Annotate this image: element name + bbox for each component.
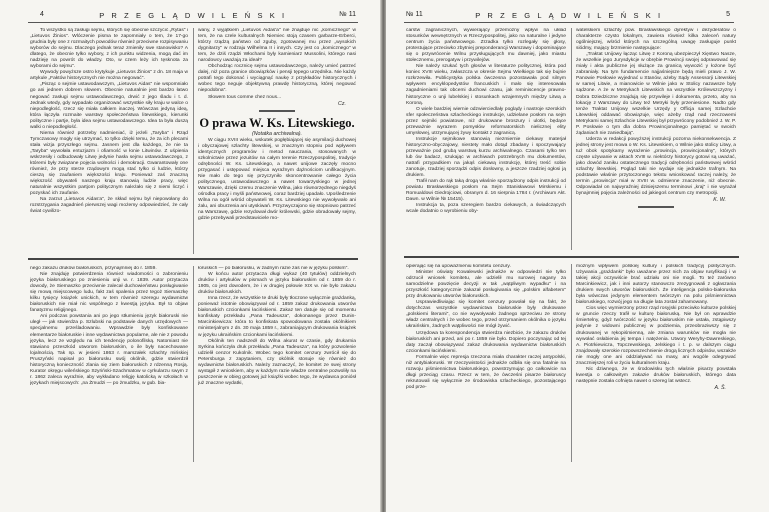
paragraph: carstw zagranicznych, wywierający przemożny wpływ na układ stosunków wewnętrznych w Rzeczypospolitej, jako na naturalne i jedyne centrum życia państwowego. Zrzadka tylko rozlegały się głosy, protestujące przeciwko zbytniej preponderancji Warszawy i dopominające się o przywrócenie Wilnu przysługujących mu dawniej, jako miastu stołecznemu, prerogatyw i przywilejów. <box>406 28 566 64</box>
paragraph: Nie znajduję potwierdzenia również wiadomości o zabronieniu języka białoruskiego po zniesieniu unji w. r. 1839. Autor przytacza dowody, że Siemaszko przeciwnie zalecał duchowieństwu posługiwanie się mową miejscowego ludu, fakt zaś spalenia przez tegoż Siemaszkę kilku tysięcy książek unickich, w tem również szeregu wydawnictw białoruskich nie miał nic wspólnego z kwestją języka. Był to objaw fanatyzmu religijnego. <box>30 272 188 314</box>
paragraph: Formalnie więc represja rzeczona miała charakter raczej antypolski, niż antybiałoruski. W rzeczywistości jednakże odbiła się ona fatalnie na rozwoju piśmiennictwa białoruskiego, powstrzymując go całkowicie na długi przeciąg czasu. Rzecz w tem, że ówcześni pisarze białoruscy rekrutowali się wyłącznie ze środowiska szlacheckiego, pozostającego pod prze- <box>406 354 566 390</box>
left-page <box>0 0 383 512</box>
column-right-bottom <box>576 264 736 462</box>
paragraph: opierając się na upoważnieniu komitetu cenzury. <box>406 264 511 269</box>
paragraph: Uderza w redakcji powyższej instrukcji pozorna niekonsekwencja. Z jednej strony jest mowa o W. Ks. Litewskiem, o Wilnie jako stolicy Litwy, a tuż obok spotykamy wyrażenie „prowincja, prowincjonalny", których częste używanie w aktach XVIII w. niektórzy historycy gotowi są uważać, jako dowód zaniku ostatecznego tradycji odrębności państwowej wśród szlachty litewskiej. Pogląd taki nie wydaje się jednakże trafnym. Na podstawie właśnie przytoczonego tekstu wnioskować raczej należy, że termin „prowincja" miał w XVIII w. odmienne znaczenie, niż obecnie. Odpowiadał on najwyraźniej dzisiejszemu terminowi „kraj" i nie wyrażał bynajmniej pojęcia zależności od jakiegoś centrum czy metropolji. <box>576 136 736 197</box>
issue-number: № 11 <box>339 11 356 18</box>
column-divider <box>571 264 572 462</box>
paragraph: Trafił nam do rąk taką drogą właśnie sporządzony odpis instrukcji od powiatu Brasławskiego posłom na Sejm Stanisławowi Mirskiemu i Romualdowi Giedrojciowi, obranym d. 16 sierpnia 1784 r. (Archiwum Akt. Dawn. w Wilnie № 15415). <box>406 179 566 203</box>
paragraph: Wywody powyższe ostro krytykuje „Lietuvos Žinios" z dn. 18 maja w artykule „Faktów historycznych nie można negować". <box>30 70 188 82</box>
paragraph: Obchodząc rocznicę sejmu ustawodawczego, należy umieć patrzeć dalej, niż poza granice obowiązków i pensji tępego urzędnika. Nie każdy potrafi tego dokonać i wyciągnąć naukę z przykładów historycznych i wobec tego neguje objektywną prawdę historyczną, której negować niepodobna". <box>198 64 356 94</box>
signature: A. Š. <box>714 384 726 391</box>
signature: K. W. <box>713 197 726 204</box>
paragraph: Instrukcje sejmikowe stanowią niezmiernie ciekawy materjał historyczno-obyczajowy, niestety mało dotąd zbadany i spoczywający przeważnie pod grubą warstwą kurzu archiwalnego. Czasami tylko ten lub ów badacz, szukając w archiwach potrzebnych mu dokumentów, natrafi przypadkiem na jakąś ciekawą instrukcję, której treść sobie zanotuje, rzadziej sporządzi odpis dosłowny, a jeszcze rzadziej ogłosi ją drukiem. <box>406 136 566 179</box>
issue-number: № 11 <box>406 11 423 18</box>
section-rule <box>404 256 739 258</box>
running-title: P R Z E G L Ą D W I L E Ń S K I <box>475 11 663 20</box>
running-title: P R Z E G L Ą D W I L E Ń S K I <box>99 11 287 20</box>
article-title: O prawa W. Ks. Litewskiego. <box>199 115 355 130</box>
page-number: 4 <box>40 11 44 18</box>
paragraph: Nie należy szukać tych głosów w literaturze politycznej, która pod koniec XVIII wieku, zwłaszcza w okresie Sejmu Wielkiego tak się bujnie rozkrzewiła. Publicystyka polska ówczesna pozostawała pod silnym wpływem encyklopedystów francuskich i mało się interesowała zagadnieniami tak obcemi duchowi czasu, jak reminiscencje prawno-historyczne o unji lubelskiej i stosunkach wzajemnych między Litwą a Koroną. <box>406 64 566 106</box>
paragraph: Minister oświaty Kowalewski jednakże w odpowiedzi nie tylko odrzucił wniosek komitetu, ale udzielił mu surowej nagany za samodzielne powzięcie decyzji w tak „wątpliwym wypadku" i na przyszłość kategorycznie zakazał posługiwania się „polskim alfabetem" przy drukowaniu utworów białoruskich. <box>406 270 566 300</box>
header-rule <box>404 22 734 23</box>
paragraph: Urzędowa ta korespondencja stwierdza niezbicie, że zakazu druków białoruskich ani przed, ani po r. 1859 nie było. Dopiero poczynając od tej daty zaczął obowiązywać zakaz drukowania wydawnictw białoruskich czcionkami łacińskiemi. <box>406 330 566 354</box>
column-left-bottom <box>30 266 188 462</box>
paragraph: O wiele bardziej wiernie odzwierciedlały poglądy i nastroje szerokich sfer społeczeństwa szlacheckiego instrukcje, udzielane posłom na sejm przez sejmiki powiatowe, niż drukowane broszury i ulotki, będące przeważnie wyrazem pomysłów reformatorskich nielicznej elity umysłowej, utrzymującej żywy kontakt z zagranicą. <box>406 106 566 136</box>
paragraph: wany, z wyjątkiem „Lietuvos Aidas'a" nie znajduje nic „komicznego" w tem, że na czele kulturalnych Niemiec stoją czasem garbarze-Erberci, którzy rządzą państwo od zguby, zgotowanej mu przez „wysokich dygnitarzy" w rodzaju Wilhelma II i innych. Czy jest co „komicznego" w tem, że dziś rządzi Włochami były kamieniarz Mussolini, którego nasi narodowcy uważają za ideał? <box>198 28 356 64</box>
paragraph: łoruskich — po białorusku, w żadnym razie zaś nie w języku polskim". <box>198 266 349 271</box>
paragraph: nego zakazu druków białoruskich, przynajmniej do r. 1859. <box>30 266 157 271</box>
paragraph: W ciągu XVIII wieku, wskutek pogłębiającej się asymilacji duchowej i obyczajowej szlachty litewskiej, w znacznym stopniu pod wpływem identycznych programów i metod nauczania, stosowanych w szkolnictwie przez jezuitów na całym terenie Rzeczypospolitej, tradycje odrębności W. Ks. Litewskiego, a nawet unijowe zaczęły mocno przygasać i ustępować miejsca wyraźnym dążnościom unifikacyjnym. Nie mało do tego się przyczyniło skoncentrowanie całego życia politycznego, ustawodawczego a nawet towarzyskiego w jednej Warszawie, dzięki czemu znaczenie Wilna, jako równorzędnego niegdyś ośrodka pracy i myśli państwowej, coraz bardziej upadało. Upośledzenie Wilna na ogół wśród obywateli W. Ks. Litewskiego nie wywoływało ani żalu, ani oburzenia ani utyskiwań. Przyzwyczajono się stopniowo patrzeć na Warszawę, gdzie rezydował dwór królewski, gdzie obradowały sejmy, gdzie przebywali przedstawiciele mo- <box>198 137 356 222</box>
paragraph: Cios więc wymierzony przez rząd rosyjski przeciwko kulturze polskiej w gruncie rzeczy trafił w kulturę białoruską. Nie był on wprawdzie śmiertelny, gdyż twórczość w języku białoruskim nie ustała, zstąpiwszy jedynie z widowni publicznej w podziemia, przeobraziwszy się z drukowanej w rękopiśmienną, ale zmiana warunków nie mogła nie wywołać osłabienia jej tempa i natężenia. Utwory Weryhy-Dawreskiego, A. Piotrkiewicza, Topczewskiego, Jelskiego i t. p. w dalszym ciągu znajdowały szerokie rozpowszechnienie drogą licznych odpisów, wszakże nie mogły one ani oddziaływać na masy, ani wogóle odegrywać znaczniejszej roli w życiu kulturalnem kraju. <box>576 306 736 366</box>
paragraph: „Pisząc o sejmie ustawodawczym, „Lietuvos Aidas" nie wspomniało go ani jednem dobrem słowem. Obecnie naturalnie jest bardzo łatwo negować zasługi sejmu ustawodawczego, drwić z jego śladu i t. d. Jednak wtedy, gdy wypadało organizować wszystkie siły kraju w walce o niepodległość, rzecz się miała całkiem inaczej. Wówczas jedyną ideą, która łączyła rozmaite warstwy społeczeństwa litewskiego, kierunki polityczne i partje, była idea sejmu ustawodawczego. Idea ta była duszą walki o niepodległość. <box>30 82 188 130</box>
header-rule <box>28 22 358 23</box>
paragraph: Usprawiedliwiając się komitet cenzury powołał się na fakt, że dotychczas wszystkie wydawnictwa białoruskie były drukowane „polskiemi literami", co nie wywoływało żadnego sprzeciwu ze strony władz centralnych i że wobec tego, przed otrzymaniem okólnika o języku ukraińskim, żadnych wątpliwości nie mógł żywić. <box>406 300 566 330</box>
paragraph: możnym wpływem polskiej kultury i polskich tradycyj politycznych. Używania „grażdanki" było uważane przez nich za objaw rusyfikacji i w takiej akcji oczywiście brać udziału oni nie mogli. To też zarówno Marcinkiewicz, jak i inni autorzy stanowczo zrezygnowali z ogłaszania drukiem swych utworów białoruskich. Że inteligencja polsko-białoruska była wówczas jedynym elementem twórczym na polu piśmiennictwa białoruskiego, rozwój jego na długie lata został zahamowany. <box>576 264 736 306</box>
column-right-top <box>576 28 736 250</box>
column-right-bottom <box>198 266 356 462</box>
page-number: 5 <box>726 11 730 18</box>
column-divider <box>193 266 194 462</box>
paragraph: W końcu autor przytacza długi wykaz (40 tytułów) oddzielnych druków i artykułów w pismach w języku białoruskim od r. 1859 do r. 1905, co jest dowodem, że i w drugiej połowie XIX w. nie było zakazu druków białoruskich. <box>198 272 356 296</box>
column-left-bottom <box>406 264 566 462</box>
separator-rule <box>638 206 674 208</box>
signature: Cz. <box>338 100 346 107</box>
paragraph: Słowem tous comme chez nous... <box>208 94 282 100</box>
column-divider <box>571 28 572 250</box>
article-subtitle: (Notatka archiwalna). <box>251 130 303 137</box>
column-left-top <box>406 28 566 250</box>
column-left-top <box>30 28 188 254</box>
paragraph: „Traktat Unijowy łącząc Litwę z Koroną ubezpieczył Xięstwo Nasze, że wszelkie jego Jurysdykcje w obrębie Prowincji swojej odprawować się miały i akta publiczne jej służące za granicą wywozić y łożone być zabraniały. Na tym fundamencie najjaśniejsze będą mieli prawo J. W. Panowie Posłowie wyjednać u Stanów, ażeby Sądy Assessorji Litewskiej w samej Litwie, a mianowicie w Wilnie jako w Stolicy nazawsze były sądzone. A że w Metrykach Litewskich na wszystkie Królewszczyzny i Dobra Dziedziczne znajdują się przywileje i dokumenta, przeto, aby na lokację z Warszawy do Litwy też Metryki były przeniesione. Nadto gdy tenże Traktat Unijowy wszelkie Urzędy y Officja samej Szlachcie Litewskiej oddawać obowiązuje, więc ażeby rząd nad rzeczowemi Metrykami samej Szlachcie Litewskiej był przywrócony podobnież J. W. P. P. Posłowie o tym dla dobra Prowincjonalnego pamiętać w swoich żądaniach nie zaniedbają". <box>576 52 736 136</box>
right-page <box>386 0 769 512</box>
paragraph: Na zarzut „Lietuvos Aidas'a", że skład sejmu był niepowołany do rozstrzygania zagadnień pierwszej wagi możemy odpowiedzieć, że cały świat cywilizo- <box>30 197 188 215</box>
paragraph: To wszystko są zasługi sejmu, których się obecnie szczycić „Rytas" i „Lietuvos Žinios". Wlóczenie pisma te zapomniały o tem, że 17-go grudnia były one z rozmaitych powodów również przeciwne rozpisywaniu wyborów do sejmu. Dlaczego jednak teraz zmieniły swe stanowisko? A dlatego, że obecnie tylko wybory, z ich punktu widzenia, mogą dać im nadzieję na powrót do władzy. Oto, w czem leży ich tęsknota za wyborami do sejmu". <box>30 28 188 70</box>
paragraph: Instrukcja ta, poza szeregiem bardzo ciekawych, a świadczących wcale dodatnio o wyrobieniu oby- <box>406 203 566 215</box>
paragraph: Ani podczas powstania ani po jego stłumieniu język białoruski nie uległ — jak stwierdza p. Szlubski na podstawie danych urzędowych — specjalnemu prześladowaniu. Wprawdzie były konfiskowane elementarze białoruskie i inne wydawnictwa popularne, ale nie z powodu języka, lecz ze względu na ich tendencję polonofilską. Natomiast nie stawiano przeszkód utworom białoruskim, o ile były nacechowane lojalnością. Tak np. w jesieni 1863 r. marszałek szlachty mińskiej Pruszyński napisał po białorusku swój okólnik, gdzie stwierdził historyczną konieczność zlania się ziem białoruskich z rdzenną Rosją. Kurator okręgu wileńskiego Szyriński-Szachmatow w cyrkularzu swym z r. 1862 zaleca wyraźnie, aby wykładano religję katolicką w szkołach w językach miejscowych: „na Żmudzi — po żmudzku, w gub. bia- <box>30 314 188 386</box>
paragraph: Inna rzecz, że wszystkie te druki były tłoczone wyłącznie grażdanką, ponieważ istotnie obowiązywał od r. 1859 zakaz drukowania utworów białoruskich czcionkami łacińskiemi. Zakaz ten datuje się od momentu konfiskaty przekładu „Pana Tadeusza", dokonanego przez Dunin-Marcinkiewicza: która to konfiskata spowodowana została okólnikiem ministerjalnym z dn. 30 maja 1859 r., zabraniającym drukowania książek w języku ukraińskim czcionkami łacińskiemi. <box>198 296 356 338</box>
paragraph: Nic dziwnego, że w środowisku tych właśnie pisarzy powstała kwestja o całkowitym zakazie druków białoruskich, którego data następnie została cofnięta nawet o szereg lat wstecz. <box>576 366 736 384</box>
paragraph: Niema również potrzeby nadmieniać, iż jeżeli „Taryba" i Rząd Tymczasowy mogły się utrzymać, to tylko dzięki temu, że za ich plecami stała wizja przyszłego sejmu. Jasnem jest dla każdego, że nie ta „Taryba" wywołała entuzjazm i ofiarność w łonie Litwinów. Z uśpienia wskrzesiły i odbudowały Litwę jedynie hasła sejmu ustawodawczego, z któremi były związane pojęcia wolności i demokracji. Gwarantowały one również, że przy sterze rządowym mogą stać tylko ci ludzie, którzy cieszą się zaufaniem większości kraju. Ponieważ zaś znaczną większość obywateli naszego kraju stanowią ludzie pracy, więc naturalnie wszystkim partjom politycznym należało się z niemi liczyć i pozyskać ich zaufanie. <box>30 130 188 197</box>
column-right-top <box>198 28 356 254</box>
column-divider <box>193 28 194 254</box>
section-rule <box>28 258 358 260</box>
paragraph: watelskiem szlachty pow. Brasławskiego dyrektyw i dezyderatów o charakterze czysto lokalnym, zawiera również kilka zaleceń natury ogólniejszej, wśród których na szczególną uwagę zasługuje punkt siódmy, mający brzmienie następujące: <box>576 28 736 52</box>
paragraph: Okólnik ten nadszedł do Wilna akurat w czasie, gdy drukarnia Syrkina kończyła druk przekładu „Pana Tadeusza", na który pozwolenie udzielił cenzor Kukolnik. Wobec tego komitet cenzury zwrócił się do Petersburga z zapytaniem, czy okólnik stosuje się również do wydawnictw białoruskich. Należy zaznaczyć, że komitet ze swej strony wystąpił z wnioskiem, aby w każdym razie władze centralne pozwoliły na puszczenie w obieg gotowej już książki wobec tego, że wydawca poniósł już znaczne wydatki, <box>198 338 356 386</box>
separator-rule <box>259 110 295 112</box>
